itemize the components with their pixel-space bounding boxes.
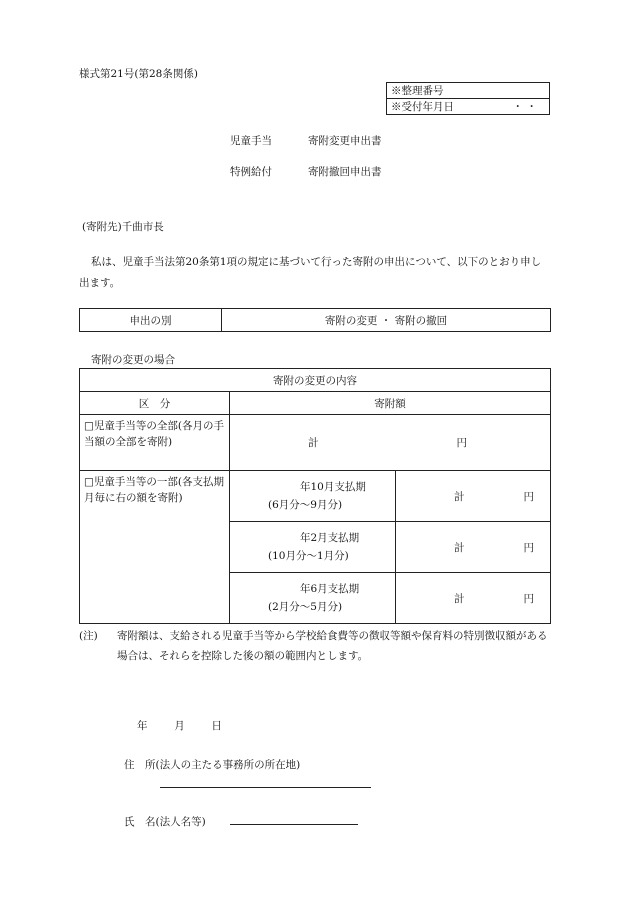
yen-unit: 円 [523,541,534,554]
title-line-2 [230,164,382,179]
title-line-1 [230,133,382,148]
title-child-allowance: 児童手当 [230,135,272,147]
period-june [230,573,396,624]
period-june-months: (2月分～5月分) [268,601,343,613]
column-header-category: 区 分 [80,392,230,415]
total-prefix: 計 [454,541,465,554]
office-use-box [386,82,550,115]
received-date-dots: ・ ・ [512,101,537,113]
address-input-line[interactable] [160,787,371,788]
title-special-benefit: 特例給付 [230,166,272,178]
note-label: (注) [79,630,98,642]
date-year: 年 [137,720,148,732]
period-june-label: 年6月支払期 [300,583,360,595]
period-june-amount-field[interactable] [396,573,551,624]
total-prefix: 計 [454,490,465,503]
period-october-label: 年10月支払期 [300,481,366,493]
all-donation-amount-field[interactable] [230,415,551,471]
column-header-amount: 寄附額 [230,392,551,415]
received-date-label: ※受付年月日 [391,101,454,113]
form-number: 様式第21号(第28条関係) [79,68,198,80]
request-type-table [79,308,551,332]
period-october [230,471,396,522]
period-february [230,522,396,573]
total-prefix: 計 [454,592,465,605]
period-february-label: 年2月支払期 [300,532,360,544]
note [79,626,554,666]
change-table-caption: 寄附の変更の内容 [80,369,551,392]
yen-unit: 円 [456,437,467,449]
change-content-table [79,368,551,624]
period-february-amount-field[interactable] [396,522,551,573]
period-october-amount-field[interactable] [396,471,551,522]
all-donation-option[interactable]: □児童手当等の全部(各月の手当額の全部を寄附) [80,415,230,471]
note-text: 寄附額は、支給される児童手当等から学校給食費等の徴収等額や保育料の特別徴収額がある場合は、それらを控除した後の額の範囲内とします。 [117,630,548,662]
received-date-field[interactable] [387,99,550,115]
yen-unit: 円 [523,592,534,605]
total-prefix: 計 [308,437,319,449]
request-type-options[interactable]: 寄附の変更 ・ 寄附の撤回 [222,309,551,332]
date-month: 月 [174,720,185,732]
name-input-line[interactable] [230,824,358,825]
body-text: 私は、児童手当法第20条第1項の規定に基づいて行った寄附の申出について、以下のとおり申し出ます。 [79,256,542,289]
period-october-months: (6月分～9月分) [268,499,343,511]
title-change-request: 寄附変更申出書 [308,135,382,147]
yen-unit: 円 [523,490,534,503]
reference-number-field[interactable]: ※整理番号 [387,83,550,99]
partial-donation-option[interactable]: □児童手当等の一部(各支払期月毎に右の額を寄附) [80,471,230,624]
change-case-label: 寄附の変更の場合 [91,354,175,366]
request-type-label: 申出の別 [80,309,222,332]
date-row[interactable] [137,718,222,733]
period-february-months: (10月分～1月分) [268,550,349,562]
date-day: 日 [211,720,222,732]
title-withdrawal-request: 寄附撤回申出書 [308,166,382,178]
name-label: 氏 名(法人名等) [124,816,206,828]
address-label: 住 所(法人の主たる事務所の所在地) [124,759,301,771]
addressee: (寄附先)千曲市長 [82,221,164,233]
